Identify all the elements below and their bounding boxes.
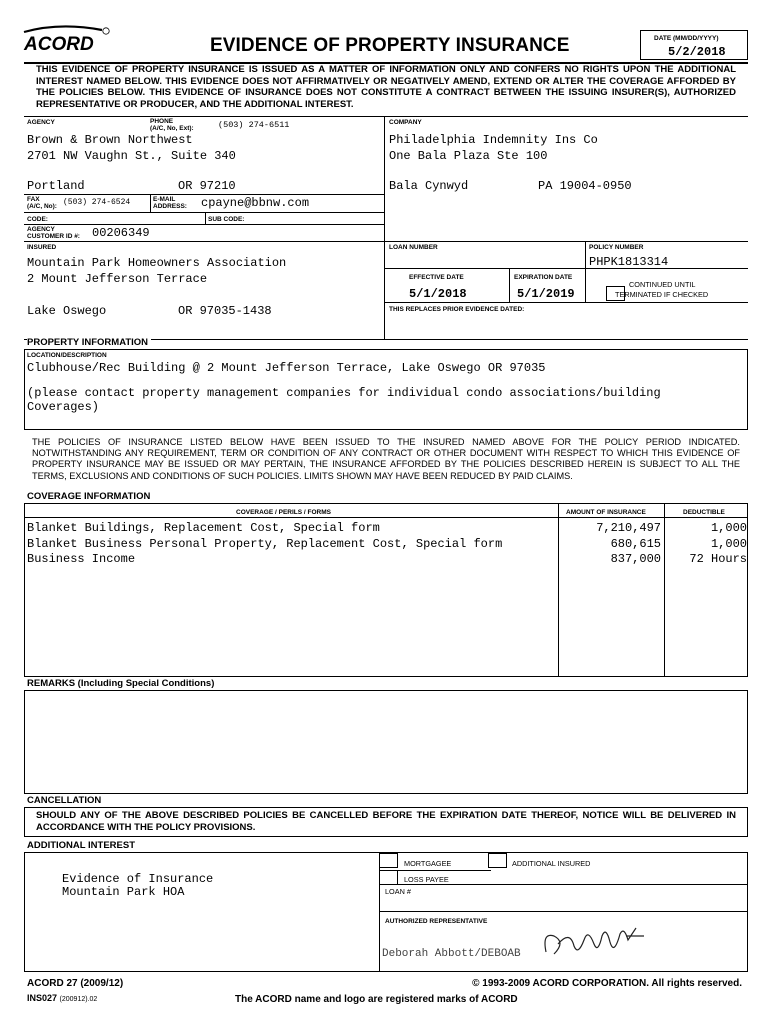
company-city: Bala Cynwyd — [389, 179, 469, 193]
effective-date-label: EFFECTIVE DATE — [409, 274, 464, 281]
loan-label: LOAN # — [385, 887, 411, 896]
agency-city: Portland — [27, 179, 85, 193]
ins-form-code — [27, 993, 97, 1003]
additional-interest-section-title: ADDITIONAL INTEREST — [27, 840, 136, 851]
additional-interest-name-1: Evidence of Insurance — [62, 872, 214, 886]
coverage-row-3-amount: 837,000 — [610, 552, 661, 566]
form-title: EVIDENCE OF PROPERTY INSURANCE — [210, 35, 570, 56]
cancellation-text: SHOULD ANY OF THE ABOVE DESCRIBED POLICIES BE CANCELLED BEFORE THE EXPIRATION DATE THEREOF, NOTICE WILL BE DELIVERED IN ACCORDANCE WITH THE POLICY PROVISIONS. — [36, 810, 736, 833]
deductible-col-header: DEDUCTIBLE — [683, 509, 725, 516]
agency-email: cpayne@bbnw.com — [201, 196, 310, 210]
amount-col-header: AMOUNT OF INSURANCE — [566, 509, 646, 516]
location-line-2: (please contact property management companies for individual condo associations/building — [27, 386, 661, 400]
terminated-label: TERMINATED IF CHECKED — [615, 290, 709, 299]
insured-city: Lake Oswego — [27, 304, 107, 318]
replaces-label: THIS REPLACES PRIOR EVIDENCE DATED: — [389, 306, 525, 313]
expiration-date-label: EXPIRATION DATE — [514, 274, 573, 281]
location-line-1: Clubhouse/Rec Building @ 2 Mount Jefferson Terrace, Lake Oswego OR 97035 — [27, 361, 546, 375]
location-line-3: Coverages) — [27, 400, 100, 414]
property-section-title: PROPERTY INFORMATION — [27, 337, 151, 348]
coverage-section-title: COVERAGE INFORMATION — [27, 491, 151, 502]
agency-address: 2701 NW Vaughn St., Suite 340 — [27, 149, 236, 163]
acord-logo — [20, 24, 112, 54]
email-sublabel: ADDRESS: — [153, 203, 187, 210]
loss-payee-checkbox[interactable] — [379, 870, 398, 885]
coverage-row-1-deductible: 1,000 — [710, 521, 747, 535]
date-label: DATE (MM/DD/YYYY) — [654, 35, 719, 42]
header-notice: THIS EVIDENCE OF PROPERTY INSURANCE IS ISSUED AS A MATTER OF INFORMATION ONLY AND CONFERS NO RIGHTS UPON THE ADDITIONAL INTEREST NAMED BELOW. THIS EVIDENCE DOES NOT AFFIRMATIVELY OR NEGATIVELY AMEND, EXTEND OR ALTER THE COVERAGE AFFORDED BY THE POLICIES BELOW. THIS EVIDENCE OF INSURANCE DOES NOT CONSTITUTE A CONTRACT BETWEEN THE ISSUING INSURER(S), AUTHORIZED REPRESENTATIVE OR PRODUCER, AND THE ADDITIONAL INTEREST. — [36, 64, 736, 111]
expiration-date: 5/1/2019 — [517, 287, 575, 301]
ins-date: (200912).02 — [59, 996, 98, 1003]
auth-rep-name: Deborah Abbott/DEBOAB — [382, 948, 521, 960]
coverage-row-1-coverage: Blanket Buildings, Replacement Cost, Special form — [27, 521, 380, 535]
fax-sublabel: (A/C, No): — [27, 203, 57, 210]
fax-label: FAX — [27, 196, 40, 203]
insured-state-zip: OR 97035-1438 — [178, 304, 272, 318]
trademark: The ACORD name and logo are registered marks of ACORD — [235, 994, 518, 1005]
code-label: CODE: — [27, 216, 48, 223]
customer-id: 00206349 — [92, 226, 150, 240]
coverage-row-3-coverage: Business Income — [27, 552, 136, 566]
phone-sublabel: (A/C, No, Ext): — [150, 125, 194, 132]
agency-name: Brown & Brown Northwest — [27, 133, 193, 147]
remarks-section-title: REMARKS (Including Special Conditions) — [27, 678, 215, 689]
location-label: LOCATION/DESCRIPTION — [27, 352, 107, 359]
acord-logo-text: ACORD — [24, 34, 94, 54]
company-state-zip: PA 19004-0950 — [538, 179, 632, 193]
subcode-label: SUB CODE: — [208, 216, 245, 223]
coverage-row-2-amount: 680,615 — [610, 537, 661, 551]
policy-number-label: POLICY NUMBER — [589, 244, 644, 251]
customer-id-sublabel: CUSTOMER ID #: — [27, 233, 80, 240]
insured-name: Mountain Park Homeowners Association — [27, 256, 287, 270]
company-label: COMPANY — [389, 119, 422, 126]
insured-label: INSURED — [27, 244, 57, 251]
effective-date: 5/1/2018 — [409, 287, 467, 301]
customer-id-label: AGENCY — [27, 226, 55, 233]
continued-until-label: CONTINUED UNTIL — [629, 280, 696, 289]
coverage-row-3-deductible: 72 Hours — [689, 552, 747, 566]
agency-state-zip: OR 97210 — [178, 179, 236, 193]
additional-interest-name-2: Mountain Park HOA — [62, 885, 185, 899]
agency-label: AGENCY — [27, 119, 55, 126]
loan-number-label: LOAN NUMBER — [389, 244, 438, 251]
agency-fax: (503) 274-6524 — [63, 198, 131, 207]
policies-notice: THE POLICIES OF INSURANCE LISTED BELOW HAVE BEEN ISSUED TO THE INSURED NAMED ABOVE FOR THE POLICY PERIOD INDICATED. NOTWITHSTANDING ANY REQUIREMENT, TERM OR CONDITION OF ANY CONTRACT OR OTHER DOCUMENT WITH RESPECT TO WHICH THIS EVIDENCE OF PROPERTY INSURANCE MAY BE ISSUED OR MAY PERTAIN, THE INSURANCE AFFORDED BY THE POLICIES DESCRIBED HEREIN IS SUBJECT TO ALL THE TERMS, EXCLUSIONS AND CONDITIONS OF SUCH POLICIES. LIMITS SHOWN MAY HAVE BEEN REDUCED BY PAID CLAIMS. — [32, 437, 740, 481]
additional-insured-checkbox[interactable] — [488, 853, 507, 868]
copyright: © 1993-2009 ACORD CORPORATION. All rights reserved. — [472, 978, 742, 989]
acord-logo-icon — [20, 24, 112, 54]
company-address: One Bala Plaza Ste 100 — [389, 149, 548, 163]
coverage-row-1-amount: 7,210,497 — [596, 521, 661, 535]
remarks-box[interactable] — [24, 690, 748, 794]
ins-code: INS027 — [27, 993, 58, 1003]
coverage-col-header: COVERAGE / PERILS / FORMS — [236, 509, 331, 516]
coverage-row-2-deductible: 1,000 — [710, 537, 747, 551]
mortgagee-label: MORTGAGEE — [404, 859, 452, 868]
agency-phone: (503) 274-6511 — [218, 120, 290, 130]
signature — [540, 922, 650, 962]
date-value: 5/2/2018 — [668, 45, 726, 59]
mortgagee-checkbox[interactable] — [379, 853, 398, 868]
email-label: E-MAIL — [153, 196, 176, 203]
coverage-row-2-coverage: Blanket Business Personal Property, Replacement Cost, Special form — [27, 537, 503, 551]
loss-payee-label: LOSS PAYEE — [404, 875, 449, 884]
phone-label: PHONE — [150, 118, 174, 125]
additional-insured-label: ADDITIONAL INSURED — [512, 859, 591, 868]
cancellation-section-title: CANCELLATION — [27, 795, 102, 806]
form-id: ACORD 27 (2009/12) — [27, 978, 124, 989]
policy-number: PHPK1813314 — [589, 255, 669, 269]
company-name: Philadelphia Indemnity Ins Co — [389, 133, 598, 147]
signature-icon — [540, 922, 650, 962]
auth-rep-label: AUTHORIZED REPRESENTATIVE — [385, 918, 488, 925]
insured-address: 2 Mount Jefferson Terrace — [27, 272, 208, 286]
